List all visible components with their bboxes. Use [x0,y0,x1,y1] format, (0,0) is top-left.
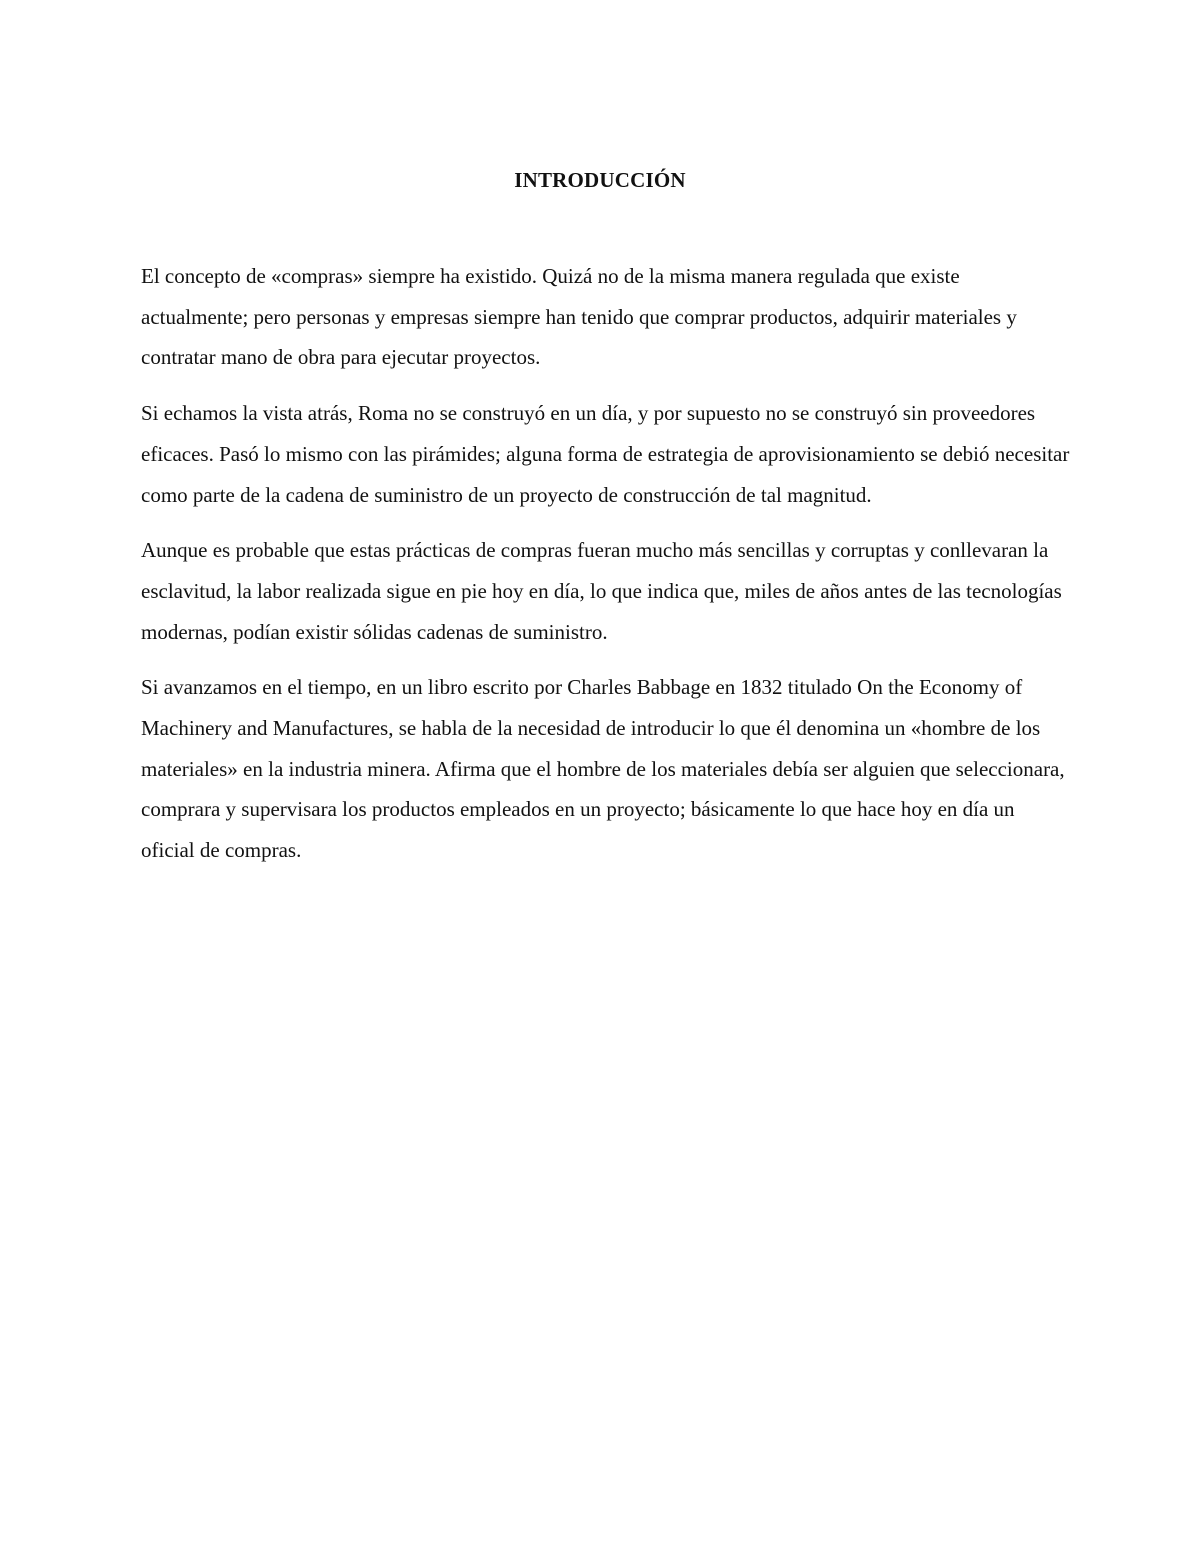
document-body [141,256,1071,886]
page-title: INTRODUCCIÓN [514,168,686,192]
paragraph-3: Aunque es probable que estas prácticas de compras fueran mucho más sencillas y corruptas y conllevaran la esclavitud, la labor realizada sigue en pie hoy en día, lo que indica que, miles de años antes de las tecnologías modernas, podían existir sólidas cadenas de suministro. [141,538,1062,644]
paragraph-4: Si avanzamos en el tiempo, en un libro escrito por Charles Babbage en 1832 titulado On the Economy of Machinery and Manufactures, se habla de la necesidad de introducir lo que él denomina un «hombre de los materiales» en la industria minera. Afirma que el hombre de los materiales debía ser alguien que seleccionara, comprara y supervisara los productos empleados en un proyecto; básicamente lo que hace hoy en día un oficial de compras. [141,675,1065,863]
paragraph-2: Si echamos la vista atrás, Roma no se construyó en un día, y por supuesto no se construyó sin proveedores eficaces. Pasó lo mismo con las pirámides; alguna forma de estrategia de aprovisionamiento se debió necesitar como parte de la cadena de suministro de un proyecto de construcción de tal magnitud. [141,401,1070,507]
paragraph-1: El concepto de «compras» siempre ha existido. Quizá no de la misma manera regulada que existe actualmente; pero personas y empresas siempre han tenido que comprar productos, adquirir materiales y contratar mano de obra para ejecutar proyectos. [141,264,1017,370]
